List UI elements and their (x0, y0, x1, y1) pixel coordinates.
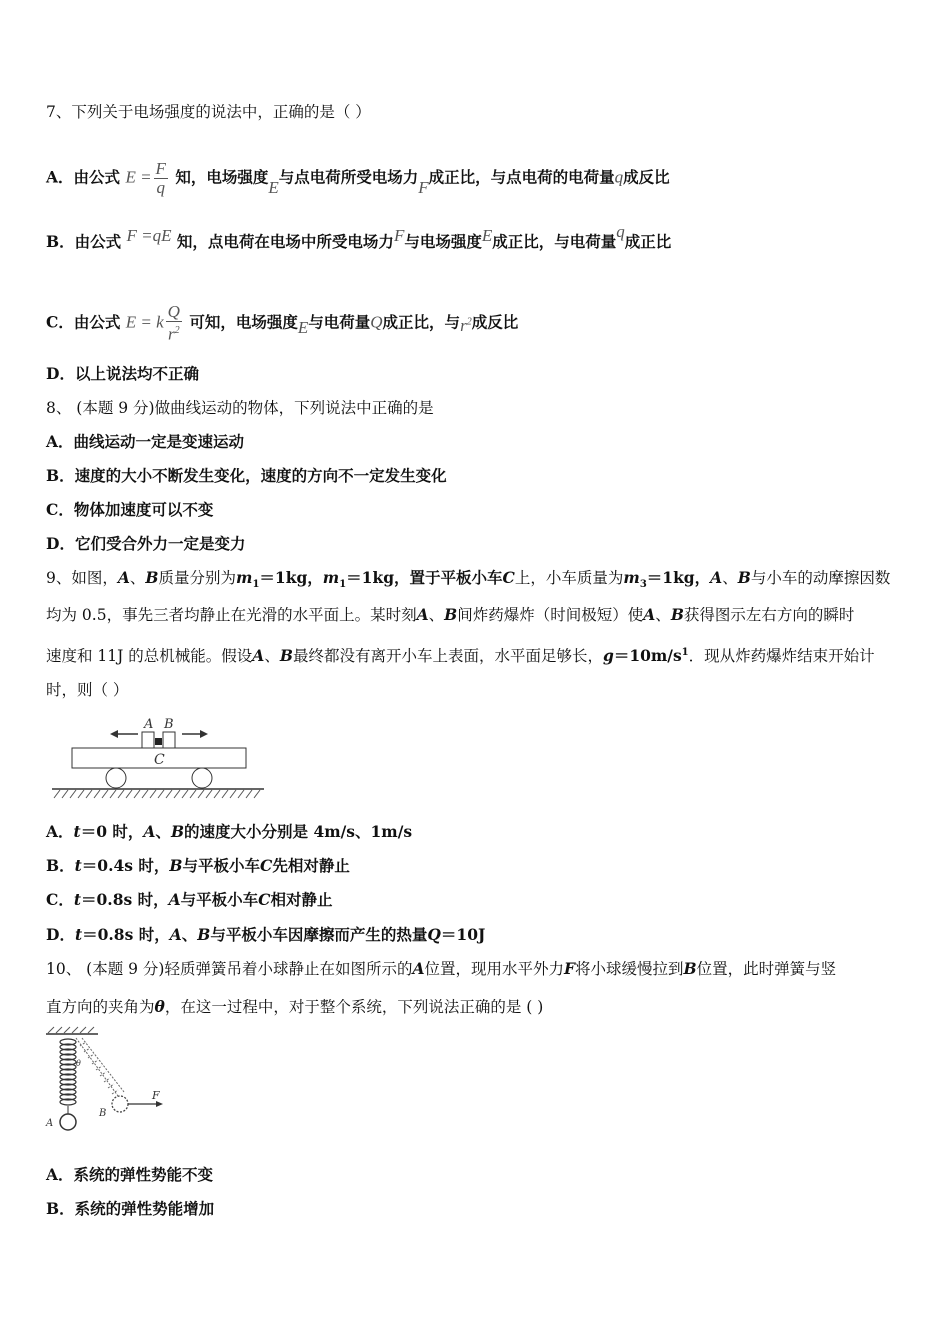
ball-b-label: B (99, 1108, 107, 1119)
q9-option-c[interactable]: C．t＝0.8s 时，A与平板小车C相对静止 (46, 890, 333, 909)
q7-c-formula-lhs: E = k (125, 312, 164, 332)
q9-cart-figure (50, 712, 270, 802)
q10-option-a[interactable]: A．系统的弹性势能不变 (46, 1165, 214, 1184)
theta-label: θ (76, 1059, 81, 1068)
q8-option-c[interactable]: C．物体加速度可以不变 (46, 500, 214, 519)
q7-option-b[interactable]: B．由公式 F =qE 知，点电荷在电场中所受电场力F与电场强度E成正比，与电荷量q成正比 (46, 222, 672, 251)
q7-a-formula-lhs: E = (125, 167, 152, 187)
q9-option-d[interactable]: D．t＝0.8s 时，A、B与平板小车因摩擦而产生的热量Q＝10J (46, 925, 486, 944)
q7-option-c[interactable]: C．由公式 E = k $\frac{Q}{r^2}$ 可知，电场强度E与电荷量Q成正比，与$r^2$成反比 (46, 302, 519, 344)
q8-option-d[interactable]: D．它们受合外力一定是变力 (46, 534, 246, 553)
q7-option-a[interactable]: A．由公式 E = $\frac{F}{q}$ 知，电场强度E与点电荷所受电场力F成正比，与点电荷的电荷量q成反比 (46, 159, 670, 197)
q7-option-d[interactable]: D．以上说法均不正确 (46, 364, 199, 383)
q8-option-a[interactable]: A．曲线运动一定是变速运动 (46, 432, 245, 451)
q10-spring-figure (42, 1026, 172, 1138)
q9-stem-line4: 时，则（ ） (46, 681, 129, 699)
q10-stem-line1: 10、 (本题 9 分)轻质弹簧吊着小球静止在如图所示的A位置，现用水平外力F将小球缓慢拉到B位置，此时弹簧与竖 (46, 959, 837, 978)
force-f-label: F (152, 1089, 160, 1102)
q7-stem: 7、下列关于电场强度的说法中，正确的是（ ） (46, 103, 371, 121)
q9-stem-line3: 速度和 11J 的总机械能。假设A、B最终都没有离开小车上表面，水平面足够长，$g=10m/s^1$．现从炸药爆炸结束开始计 (46, 646, 875, 666)
q9-stem-line1: 9、如图，A、B质量分别为$m_1=1kg$，$m_1=1kg$，置于平板小车C上，小车质量为$m_3=1kg$，A、B与小车的动摩擦因数 (46, 568, 891, 591)
q8-option-b[interactable]: B．速度的大小不断发生变化，速度的方向不一定发生变化 (46, 466, 447, 485)
cart-c-label: C (154, 752, 165, 768)
q7-a-label: A．由公式 (46, 167, 121, 187)
q10-stem-line2: 直方向的夹角为θ，在这一过程中，对于整个系统，下列说法正确的是 ( ) (46, 997, 544, 1016)
block-b-label: B (164, 717, 174, 732)
block-a-label: A (144, 717, 154, 732)
q9-option-b[interactable]: B．t＝0.4s 时，B与平板小车C先相对静止 (46, 856, 350, 875)
q9-option-a[interactable]: A．t＝0 时，A、B的速度大小分别是 4m/s、1m/s (46, 822, 413, 841)
q7-c-fraction: $\frac{Q}{r^2}$ (167, 302, 180, 344)
q9-stem-line2: 均为 0.5，事先三者均静止在光滑的水平面上。某时刻A、B间炸药爆炸（时间极短）使A、B获得图示左右方向的瞬时 (46, 605, 855, 624)
q8-stem: 8、 (本题 9 分)做曲线运动的物体，下列说法中正确的是 (46, 399, 434, 417)
q7-b-formula: F =qE (126, 226, 172, 245)
q10-option-b[interactable]: B．系统的弹性势能增加 (46, 1199, 215, 1218)
q7-a-fraction: $\frac{F}{q}$ (155, 159, 166, 197)
ball-a-label: A (46, 1118, 54, 1129)
